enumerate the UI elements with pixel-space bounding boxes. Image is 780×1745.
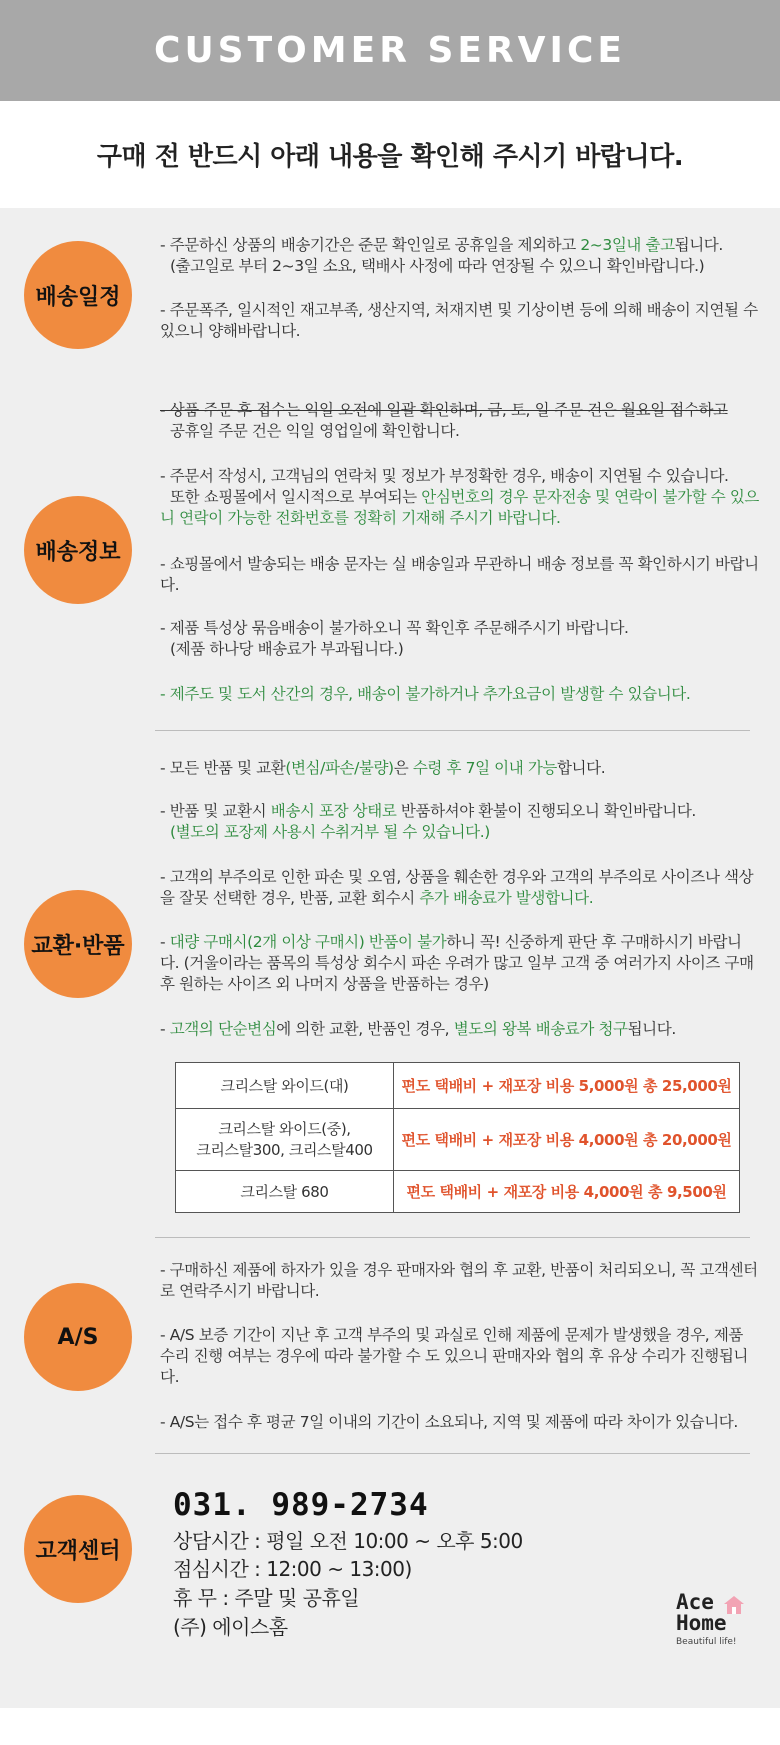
highlight-text: 대량 구매시(2개 이상 구매시) 반품이 불가	[169, 933, 447, 951]
product-cell: 크리스탈 680	[176, 1171, 394, 1213]
text: 합니다.	[556, 759, 606, 777]
product-cell: 크리스탈 와이드(대)	[176, 1063, 394, 1109]
holiday-info: 휴 무 : 주말 및 공휴일	[173, 1586, 360, 1610]
logo-line-2: Home	[676, 1611, 727, 1635]
fee-cell: 편도 택배비 + 재포장 비용 5,000원 총 25,000원	[394, 1063, 740, 1109]
section-divider	[155, 1237, 750, 1238]
exchange-item-5	[160, 1019, 760, 1040]
exchange-item-3	[160, 867, 760, 909]
text: 하니 꼭! 신중하게 판단 후 구매하시기 바랍니다. (거울이라는 품목의 특성상 회수시 파손 우려가 많고 일부 고객 중 여러가지 사이즈 구매 후 원하는 사이즈 외 나머지 상품을 반품하는 경우)	[160, 933, 754, 993]
as-item-1: - 구매하신 제품에 하자가 있을 경우 판매자와 협의 후 교환, 반품이 처리되오니, 꼭 고객센터로 연락주시기 바랍니다.	[160, 1261, 758, 1300]
highlight-text: 고객의 단순변심	[169, 1020, 277, 1038]
notice-banner	[0, 101, 780, 208]
phone-number: 031. 989-2734	[173, 1487, 429, 1523]
ace-home-logo	[676, 1592, 756, 1652]
text: (제품 하나당 배송료가 부과됩니다.)	[170, 640, 404, 658]
text: 반품하셔야 환불이 진행되오니 확인바랍니다.	[396, 802, 696, 820]
section-badge-delivery-schedule: 배송일정	[24, 241, 132, 349]
table-row	[176, 1171, 740, 1213]
delivery-info-item-4	[160, 618, 760, 660]
text: - 주문서 작성시, 고객님의 연락처 및 정보가 부정확한 경우, 배송이 지연될 수 있습니다.	[160, 467, 729, 485]
highlight-text: 수령 후 7일 이내 가능	[412, 759, 557, 777]
highlight-text: 별도의 왕복 배송료가 청구	[453, 1020, 628, 1038]
company-name: (주) 에이스홈	[173, 1615, 288, 1639]
section-badge-exchange-return: 교환·반품	[24, 890, 132, 998]
header-title: CUSTOMER SERVICE	[154, 30, 626, 71]
text: (출고일로 부터 2~3일 소요, 택배사 사정에 따라 연장될 수 있으니 확인바랍니다.)	[170, 257, 705, 275]
highlight-text: (변심/파손/불량)	[285, 759, 394, 777]
lunch-hours: 점심시간 : 12:00 ~ 13:00)	[173, 1557, 412, 1581]
section-divider	[155, 1453, 750, 1454]
fee-cell: 편도 택배비 + 재포장 비용 4,000원 총 9,500원	[394, 1171, 740, 1213]
text: - 반품 및 교환시	[160, 802, 271, 820]
logo-line-1: Ace	[676, 1590, 714, 1614]
text: 에 의한 교환, 반품인 경우,	[276, 1020, 454, 1038]
text: -	[160, 933, 170, 951]
as-item-3: - A/S는 접수 후 평균 7일 이내의 기간이 소요되나, 지역 및 제품에 따라 차이가 있습니다.	[160, 1413, 738, 1431]
delivery-schedule-item-2: - 주문폭주, 일시적인 재고부족, 생산지역, 처재지변 및 기상이변 등에 의해 배송이 지연될 수 있으니 양해바랍니다.	[160, 301, 758, 340]
fee-cell: 편도 택배비 + 재포장 비용 4,000원 총 20,000원	[394, 1109, 740, 1171]
table-row	[176, 1109, 740, 1171]
highlight-text: 2~3일내 출고	[580, 236, 675, 254]
exchange-item-4	[160, 932, 760, 995]
text: - 모든 반품 및 교환	[160, 759, 286, 777]
logo-tagline: Beautiful life!	[676, 1637, 737, 1647]
exchange-item-2	[160, 801, 760, 843]
highlight-text: 안심번호의 경우 문자전송 및 연락이 불가할 수 있으니 연락이 가능한 전화번호를 정확히 기재해 주시기 바랍니다.	[160, 488, 760, 527]
section-divider	[155, 730, 750, 731]
section-badge-as: A/S	[24, 1283, 132, 1391]
house-icon	[723, 1595, 745, 1615]
exchange-item-1	[160, 758, 760, 779]
delivery-info-item-1	[160, 400, 760, 442]
text: 또한 쇼핑몰에서 일시적으로 부여되는	[170, 488, 422, 506]
as-item-2: - A/S 보증 기간이 지난 후 고객 부주의 및 과실로 인해 제품에 문제가 발생했을 경우, 제품 수리 진행 여부는 경우에 따라 불가할 수 도 있으니 판매자와 협의 후 유상 수리가 진행됩니다.	[160, 1326, 749, 1386]
consult-hours: 상담시간 : 평일 오전 10:00 ~ 오후 5:00	[173, 1529, 523, 1553]
text: - 주문하신 상품의 배송기간은 준문 확인일로 공휴일을 제외하고	[160, 236, 581, 254]
section-badge-delivery-info: 배송정보	[24, 496, 132, 604]
delivery-schedule-item-1	[160, 235, 760, 277]
text: - 제품 특성상 묶음배송이 불가하오니 꼭 확인후 주문해주시기 바랍니다.	[160, 619, 629, 637]
text: - 상품 주문 후 접수는 익일 오전에 일괄 확인하며, 금, 토, 일 주문 건은 월요일 접수하고	[160, 401, 728, 419]
text: 공휴일 주문 건은 익일 영업일에 확인합니다.	[170, 422, 460, 440]
highlight-text: (별도의 포장제 사용시 수취거부 될 수 있습니다.)	[170, 823, 490, 841]
product-cell: 크리스탈 와이드(중), 크리스탈300, 크리스탈400	[176, 1109, 394, 1171]
highlight-text: 배송시 포장 상태로	[270, 802, 397, 820]
table-row	[176, 1063, 740, 1109]
text: 됩니다.	[674, 236, 723, 254]
delivery-info-item-3: - 쇼핑몰에서 발송되는 배송 문자는 실 배송일과 무관하니 배송 정보를 꼭 확인하시기 바랍니다.	[160, 555, 759, 594]
text: -	[160, 1020, 170, 1038]
section-badge-customer-center: 고객센터	[24, 1495, 132, 1603]
page-header	[0, 0, 780, 101]
highlight-text: 추가 배송료가 발생합니다.	[419, 889, 594, 907]
notice-title: 구매 전 반드시 아래 내용을 확인해 주시기 바랍니다.	[96, 142, 684, 172]
text: 은	[393, 759, 413, 777]
text: - 고객의 부주의로 인한 파손 및 오염, 상품을 훼손한 경우와 고객의 부주의로 사이즈나 색상을 잘못 선택한 경우, 반품, 교환 회수시	[160, 868, 754, 907]
return-fee-table	[175, 1062, 740, 1213]
delivery-info-item-5: - 제주도 및 도서 산간의 경우, 배송이 불가하거나 추가요금이 발생할 수 있습니다.	[160, 685, 691, 703]
delivery-info-item-2	[160, 466, 760, 529]
text: 됩니다.	[627, 1020, 676, 1038]
